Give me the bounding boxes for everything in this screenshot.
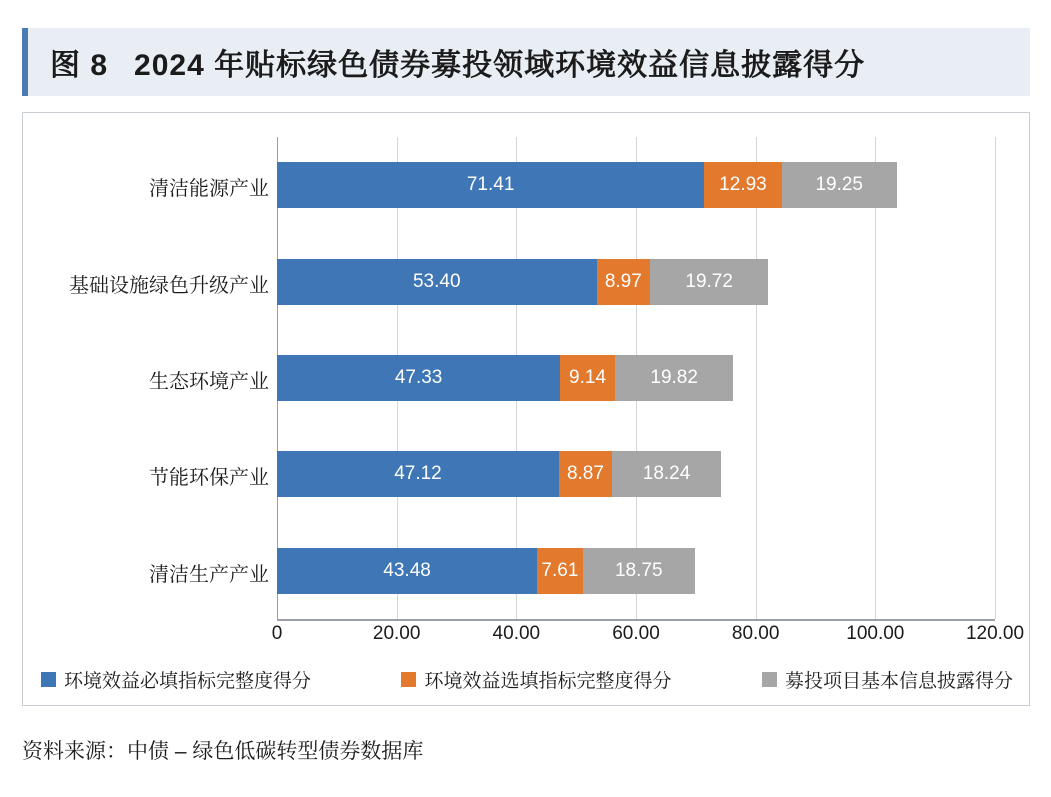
bar-segment [782, 162, 897, 208]
legend-label: 环境效益选填指标完整度得分 [424, 670, 672, 692]
bar-segment [583, 548, 695, 594]
category-label: 清洁生产产业 [149, 563, 269, 586]
x-tick-label: 100.00 [846, 623, 905, 644]
bar-segment [612, 451, 721, 497]
x-tick-label: 40.00 [492, 623, 541, 644]
plot-area [277, 137, 995, 619]
category-label: 清洁能源产业 [149, 178, 269, 201]
category-label: 基础设施绿色升级产业 [69, 274, 269, 297]
bar-segment [277, 355, 560, 401]
category-label: 生态环境产业 [149, 371, 269, 393]
bar-value-label: 7.61 [541, 559, 579, 581]
category-label: 节能环保产业 [149, 467, 269, 490]
x-tick-label: 120.00 [965, 623, 1025, 644]
figure-number: 图 8 [50, 49, 109, 82]
x-tick-label: 0 [271, 623, 283, 644]
bar-value-label: 18.75 [614, 559, 663, 581]
bar-segment [277, 548, 537, 594]
bar-value-label: 19.82 [650, 367, 698, 388]
bar-row [277, 451, 721, 497]
x-axis-line [277, 619, 995, 621]
bar-segment [560, 355, 615, 401]
category-axis [23, 137, 269, 619]
legend-item[interactable] [41, 666, 311, 693]
bar-segment [277, 259, 597, 305]
bar-segment [559, 451, 612, 497]
x-tick-label: 20.00 [372, 623, 421, 644]
bar-value-label: 9.14 [569, 367, 607, 388]
bar-value-label: 8.87 [566, 463, 604, 485]
legend-swatch [41, 672, 56, 687]
bar-segment [277, 162, 704, 208]
bar-rows [277, 137, 995, 619]
bar-segment [277, 451, 559, 497]
bar-value-label: 18.24 [642, 463, 691, 485]
bar-segment [597, 259, 651, 305]
bar-segment [537, 548, 583, 594]
bar-value-label: 53.40 [412, 270, 461, 292]
legend-label: 环境效益必填指标完整度得分 [64, 670, 312, 692]
bar-value-label: 71.41 [466, 174, 515, 196]
bar-value-label: 12.93 [719, 174, 767, 196]
figure-title-bar [22, 28, 1030, 96]
legend-label: 募投项目基本信息披露得分 [784, 670, 1013, 692]
bar-value-label: 8.97 [604, 270, 642, 292]
bar-segment [650, 259, 768, 305]
x-axis-ticks [271, 623, 1025, 653]
bar-row [277, 355, 733, 401]
legend-swatch [762, 672, 777, 687]
x-tick-label: 80.00 [731, 623, 780, 644]
bar-row [277, 259, 768, 305]
bar-row [277, 162, 897, 208]
chart-container [22, 112, 1030, 706]
bar-value-label: 19.72 [685, 270, 733, 292]
legend-item[interactable] [401, 666, 671, 693]
bar-segment [704, 162, 781, 208]
chart-legend [41, 661, 1013, 697]
bar-segment [615, 355, 734, 401]
legend-item[interactable] [762, 666, 1013, 693]
gridline [995, 137, 996, 619]
page-title [28, 40, 865, 84]
legend-swatch [401, 672, 416, 687]
bar-value-label: 47.12 [394, 463, 442, 485]
bar-value-label: 47.33 [394, 367, 443, 388]
bar-value-label: 43.48 [383, 559, 431, 581]
bar-row [277, 548, 695, 594]
x-tick-label: 60.00 [612, 623, 660, 644]
source-note: 资料来源：中债 – 绿色低碳转型债券数据库 [22, 740, 424, 763]
figure-title-text: 2024 年贴标绿色债券募投领域环境效益信息披露得分 [134, 49, 866, 82]
bar-value-label: 19.25 [815, 174, 863, 196]
